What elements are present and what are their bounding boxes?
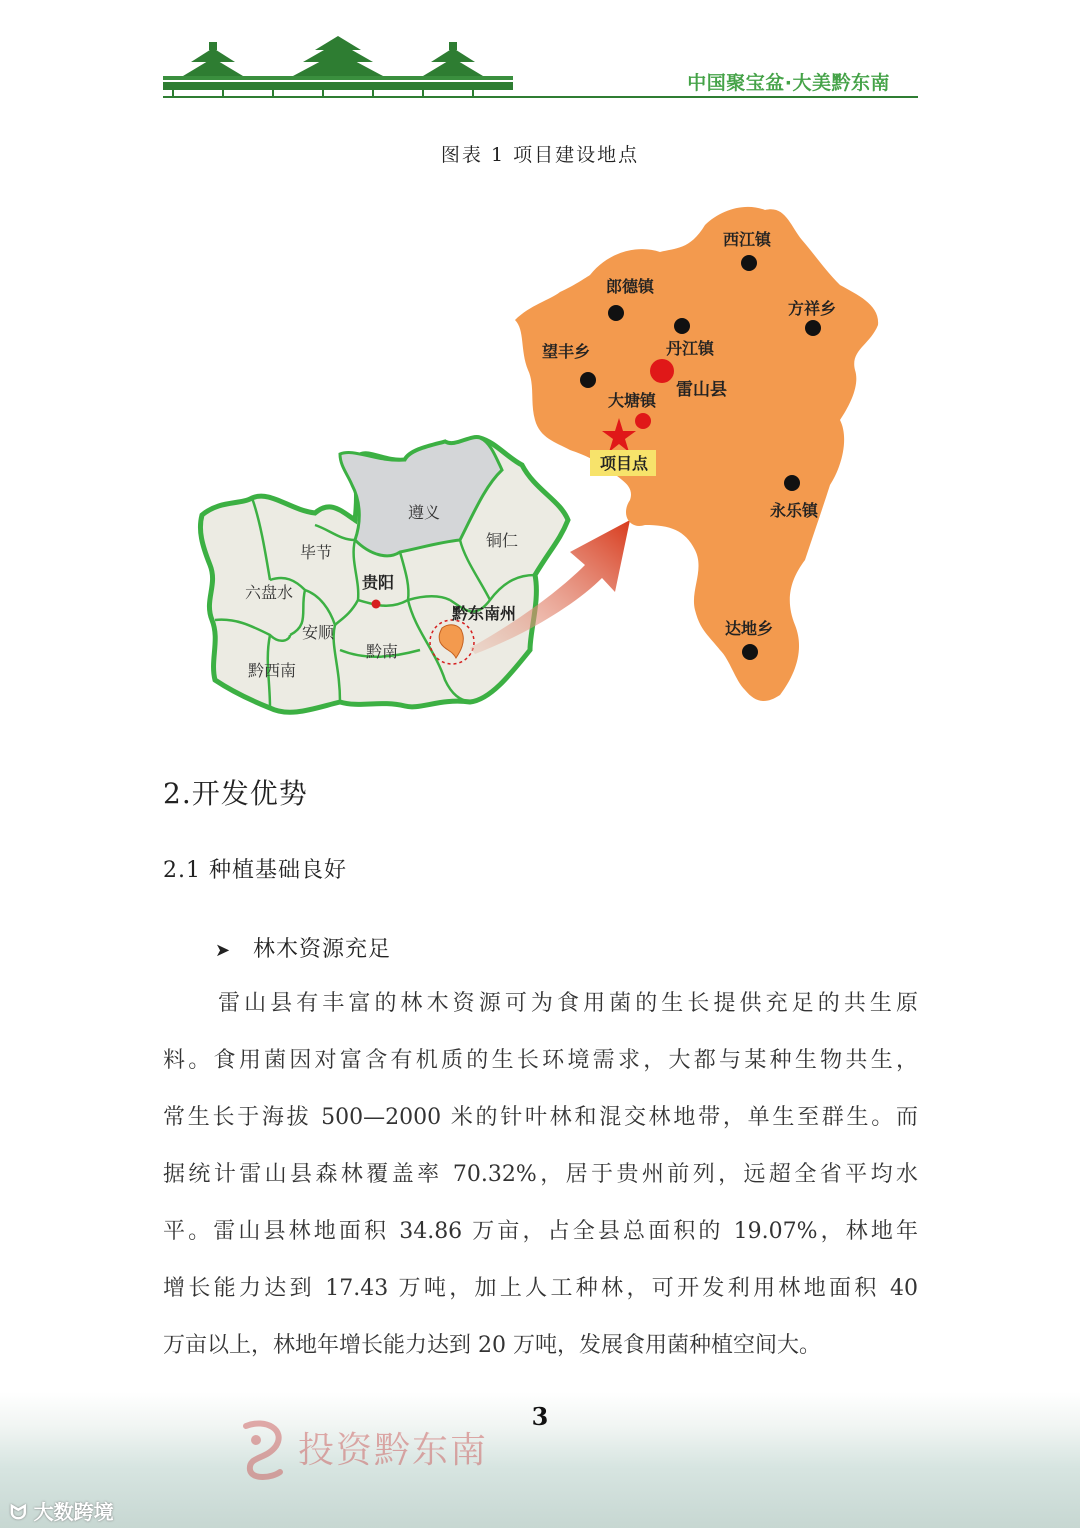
project-label: 项目点: [600, 454, 649, 473]
place-label-datang: 大塘镇: [608, 391, 657, 410]
leishan-outline: [515, 207, 878, 701]
figure-caption: 图表 1 项目建设地点: [440, 144, 640, 166]
paragraph-line: 据统计雷山县森林覆盖率 70.32%，居于贵州前列，远超全省平均水: [163, 1162, 918, 1187]
wangfeng-marker: [580, 372, 596, 388]
bullet-text: 林木资源充足: [253, 937, 392, 962]
place-label-yongle: 永乐镇: [770, 501, 819, 520]
header-divider: [163, 96, 918, 98]
place-label-xijiang: 西江镇: [723, 230, 772, 249]
paragraph-line: 料。食用菌因对富含有机质的生长环境需求，大都与某种生物共生，: [163, 1048, 918, 1073]
place-label-langde: 郎德镇: [606, 277, 655, 296]
guiyang-marker: [372, 600, 381, 609]
bullet-item: [215, 932, 391, 963]
place-label-danjiang: 丹江镇: [666, 339, 715, 358]
place-label-dadi: 达地乡: [725, 619, 774, 638]
project-location-map: [190, 180, 890, 740]
region-label-qiannan: 黔南: [366, 642, 399, 661]
region-label-anshun: 安顺: [302, 623, 335, 642]
dadi-marker: [742, 644, 758, 660]
place-label-leishan: 雷山县: [676, 380, 727, 400]
paragraph-line: 增长能力达到 17.43 万吨，加上人工种林，可开发利用林地面积 40: [163, 1276, 918, 1301]
region-label-bijie: 毕节: [300, 543, 333, 562]
footer-logo-text: 投资黔东南: [298, 1430, 489, 1471]
leishan-county-marker: [650, 359, 674, 383]
region-label-qianxinan: 黔西南: [248, 661, 297, 680]
fangxiang-marker: [805, 320, 821, 336]
danjiang-marker: [674, 318, 690, 334]
paragraph-line: 万亩以上，林地年增长能力达到 20 万吨，发展食用菌种植空间大。: [163, 1333, 821, 1358]
paragraph-line: 雷山县有丰富的林木资源可为食用菌的生长提供充足的共生原: [218, 991, 918, 1016]
subsection-heading: 2.1 种植基础良好: [163, 858, 347, 883]
region-label-zunyi: 遵义: [408, 503, 441, 522]
bullet-arrow-icon: ➤: [215, 940, 232, 961]
logo-emblem-icon: [236, 1418, 292, 1482]
langde-marker: [608, 305, 624, 321]
body-paragraph: [163, 985, 918, 1384]
section-heading: 2.开发优势: [163, 777, 308, 810]
page-number: 3: [531, 1402, 549, 1431]
guizhou-province-map: [200, 438, 568, 713]
region-label-tongren: 铜仁: [486, 531, 519, 550]
footer-logo: [236, 1418, 536, 1490]
place-label-fangxiang: 方祥乡: [788, 299, 837, 318]
place-label-wangfeng: 望丰乡: [542, 342, 591, 361]
yongle-marker: [784, 475, 800, 491]
watermark: ᗢ 大数跨境: [10, 1500, 114, 1524]
watermark-text: 大数跨境: [33, 1500, 114, 1524]
xijiang-marker: [741, 255, 757, 271]
paragraph-line: 平。雷山县林地面积 34.86 万亩，占全县总面积的 19.07%，林地年: [163, 1219, 918, 1244]
header-pavilion-illustration: [163, 36, 523, 98]
datang-marker: [635, 413, 651, 429]
header-slogan: 中国聚宝盆·大美黔东南: [687, 72, 890, 94]
region-label-liupanshui: 六盘水: [245, 583, 294, 602]
region-label-guiyang: 贵阳: [362, 573, 395, 592]
leishan-county-map: [515, 207, 878, 701]
paragraph-line: 常生长于海拔 500—2000 米的针叶林和混交林地带，单生至群生。而: [163, 1105, 918, 1130]
region-label-qiandongnan: 黔东南州: [452, 604, 517, 623]
